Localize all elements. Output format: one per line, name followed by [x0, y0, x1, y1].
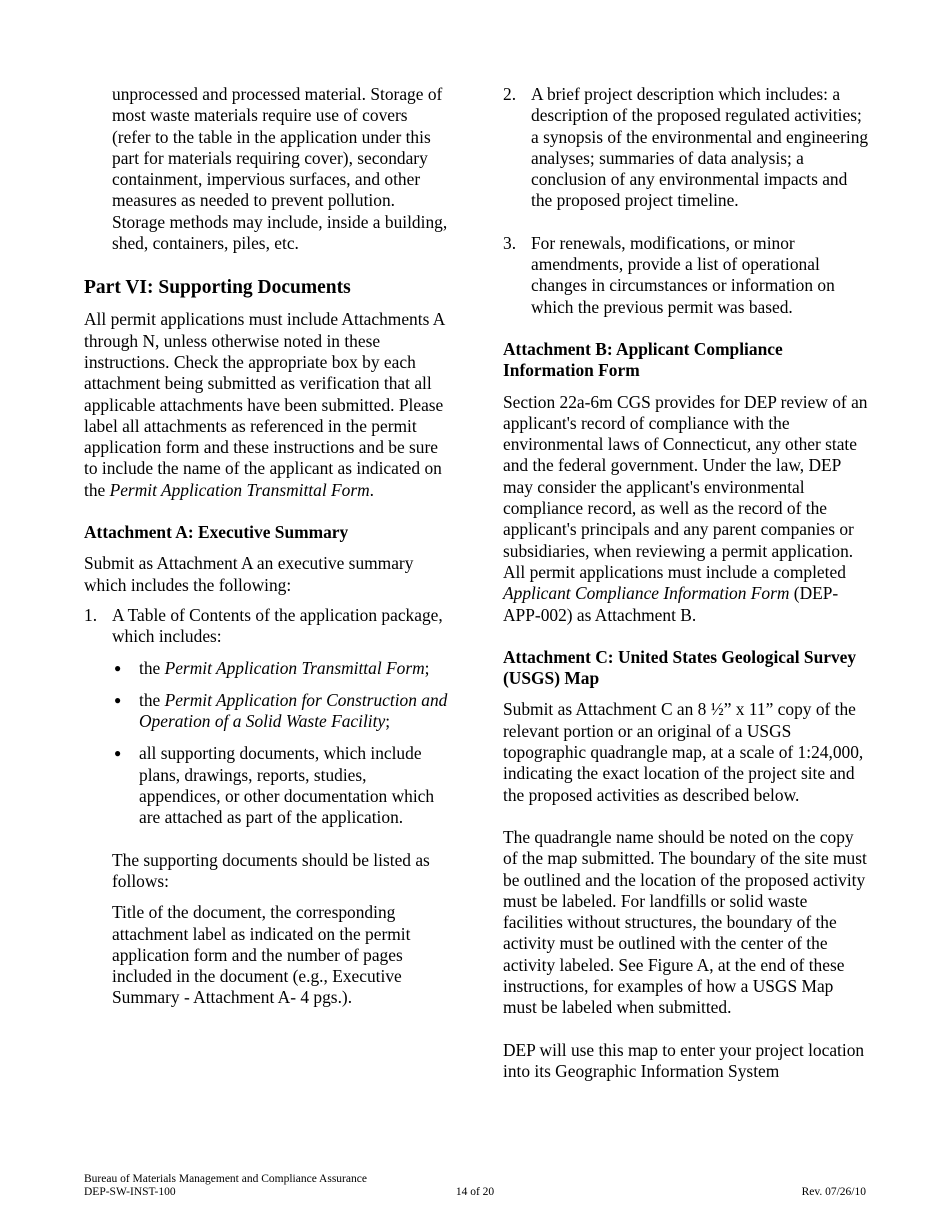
footer-page-number: 14 of 20 — [455, 1186, 495, 1198]
attachment-a-heading: Attachment A: Executive Summary — [84, 522, 349, 543]
bullet-transmittal-form: ● the Permit Application Transmittal Form; — [114, 657, 430, 678]
attachment-c-heading: Attachment C: United States Geological Survey (USGS) Map — [503, 646, 857, 689]
bullet-icon: ● — [114, 692, 122, 707]
part-vi-paragraph: All permit applications must include Attachments A through N, unless otherwise noted in these instructions. Check the appropriate box by each attachment being submitted as verification that all applicable attachments have been submitted. Please label all attachments as referenced in the permit application form and these instructions and be sure to include the name of the applicant as indicated on the Permit Application Transmittal Form. — [84, 309, 445, 500]
right-column — [503, 84, 871, 1082]
footer-bureau: Bureau of Materials Management and Compliance Assurance — [84, 1173, 367, 1185]
list-item-1 — [84, 605, 450, 648]
attachment-b-paragraph: Section 22a-6m CGS provides for DEP review of an applicant's record of compliance with the environmental laws of Connecticut, any other state and the federal government. Under the law, DEP may consider the applicant's environmental compliance record, as well as the record of the applicant's principals and any parent companies or subsidiaries, when reviewing a permit application. All permit applications must include a completed Applicant Compliance Information Form (DEP-APP-002) as Attachment B. — [503, 391, 868, 625]
list-item-text: A Table of Contents of the application package, which includes: — [112, 604, 443, 647]
list-item-2 — [503, 84, 871, 212]
bullet-icon: ● — [114, 746, 122, 761]
bullet-construction-form: ● the Permit Application for Construction and Operation of a Solid Waste Facility; — [114, 689, 448, 732]
document-title-paragraph: Title of the document, the corresponding attachment label as indicated on the permit application form and the number of pages included in the document (e.g., Executive Summary - Attachment A- 4 pgs.). — [112, 902, 411, 1008]
list-item-text: A brief project description which includes: a description of the proposed regulated activities; a synopsis of the environmental and engineering analyses; summaries of data analysis; a conclusion of any environmental impacts and the proposed project timeline. — [531, 84, 869, 211]
list-number: 3. — [503, 232, 517, 253]
attachment-b-heading: Attachment B: Applicant Compliance Information Form — [503, 338, 783, 381]
attachment-c-paragraph-2: The quadrangle name should be noted on the copy of the map submitted. The boundary of the site must be outlined and the location of the proposed activity must be labeled. For landfills or solid waste facilities without structures, the boundary of the activity must be outlined with the center of the activity labeled. See Figure A, at the end of these instructions, for examples of how a USGS Map must be labeled when submitted. — [503, 826, 867, 1018]
documents-listed-paragraph: The supporting documents should be listed as follows: — [112, 849, 430, 891]
list-number: 2. — [503, 84, 517, 104]
bullet-supporting-documents: ● all supporting documents, which include plans, drawings, reports, studies, appendices, or other documentation which are attached as part of the application. — [114, 743, 435, 828]
footer-doc-id: DEP-SW-INST-100 — [84, 1186, 176, 1198]
list-number: 1. — [84, 604, 98, 625]
attachment-a-paragraph: Submit as Attachment A an executive summary which includes the following: — [84, 553, 414, 595]
attachment-c-paragraph-3: DEP will use this map to enter your project location into its Geographic Information System — [503, 1039, 865, 1081]
bullet-icon: ● — [114, 660, 122, 675]
left-column — [84, 84, 450, 1009]
storage-paragraph: unprocessed and processed material. Storage of most waste materials require use of covers (refer to the table in the application under this part for materials requiring cover), secondary containment, impervious surfaces, and other measures as needed to prevent pollution. Storage methods may include, inside a building, shed, containers, piles, etc. — [112, 84, 448, 254]
list-item-3 — [503, 233, 871, 318]
attachment-c-paragraph-1: Submit as Attachment C an 8 ½” x 11” copy of the relevant portion or an original of a USGS topographic quadrangle map, at a scale of 1:24,000, indicating the exact location of the project site and the proposed activities as described below. — [503, 699, 864, 805]
part-vi-heading: Part VI: Supporting Documents — [84, 277, 351, 299]
footer-revision: Rev. 07/26/10 — [801, 1186, 866, 1198]
list-item-text: For renewals, modifications, or minor amendments, provide a list of operational changes in circumstances or information on which the previous permit was based. — [531, 232, 835, 317]
